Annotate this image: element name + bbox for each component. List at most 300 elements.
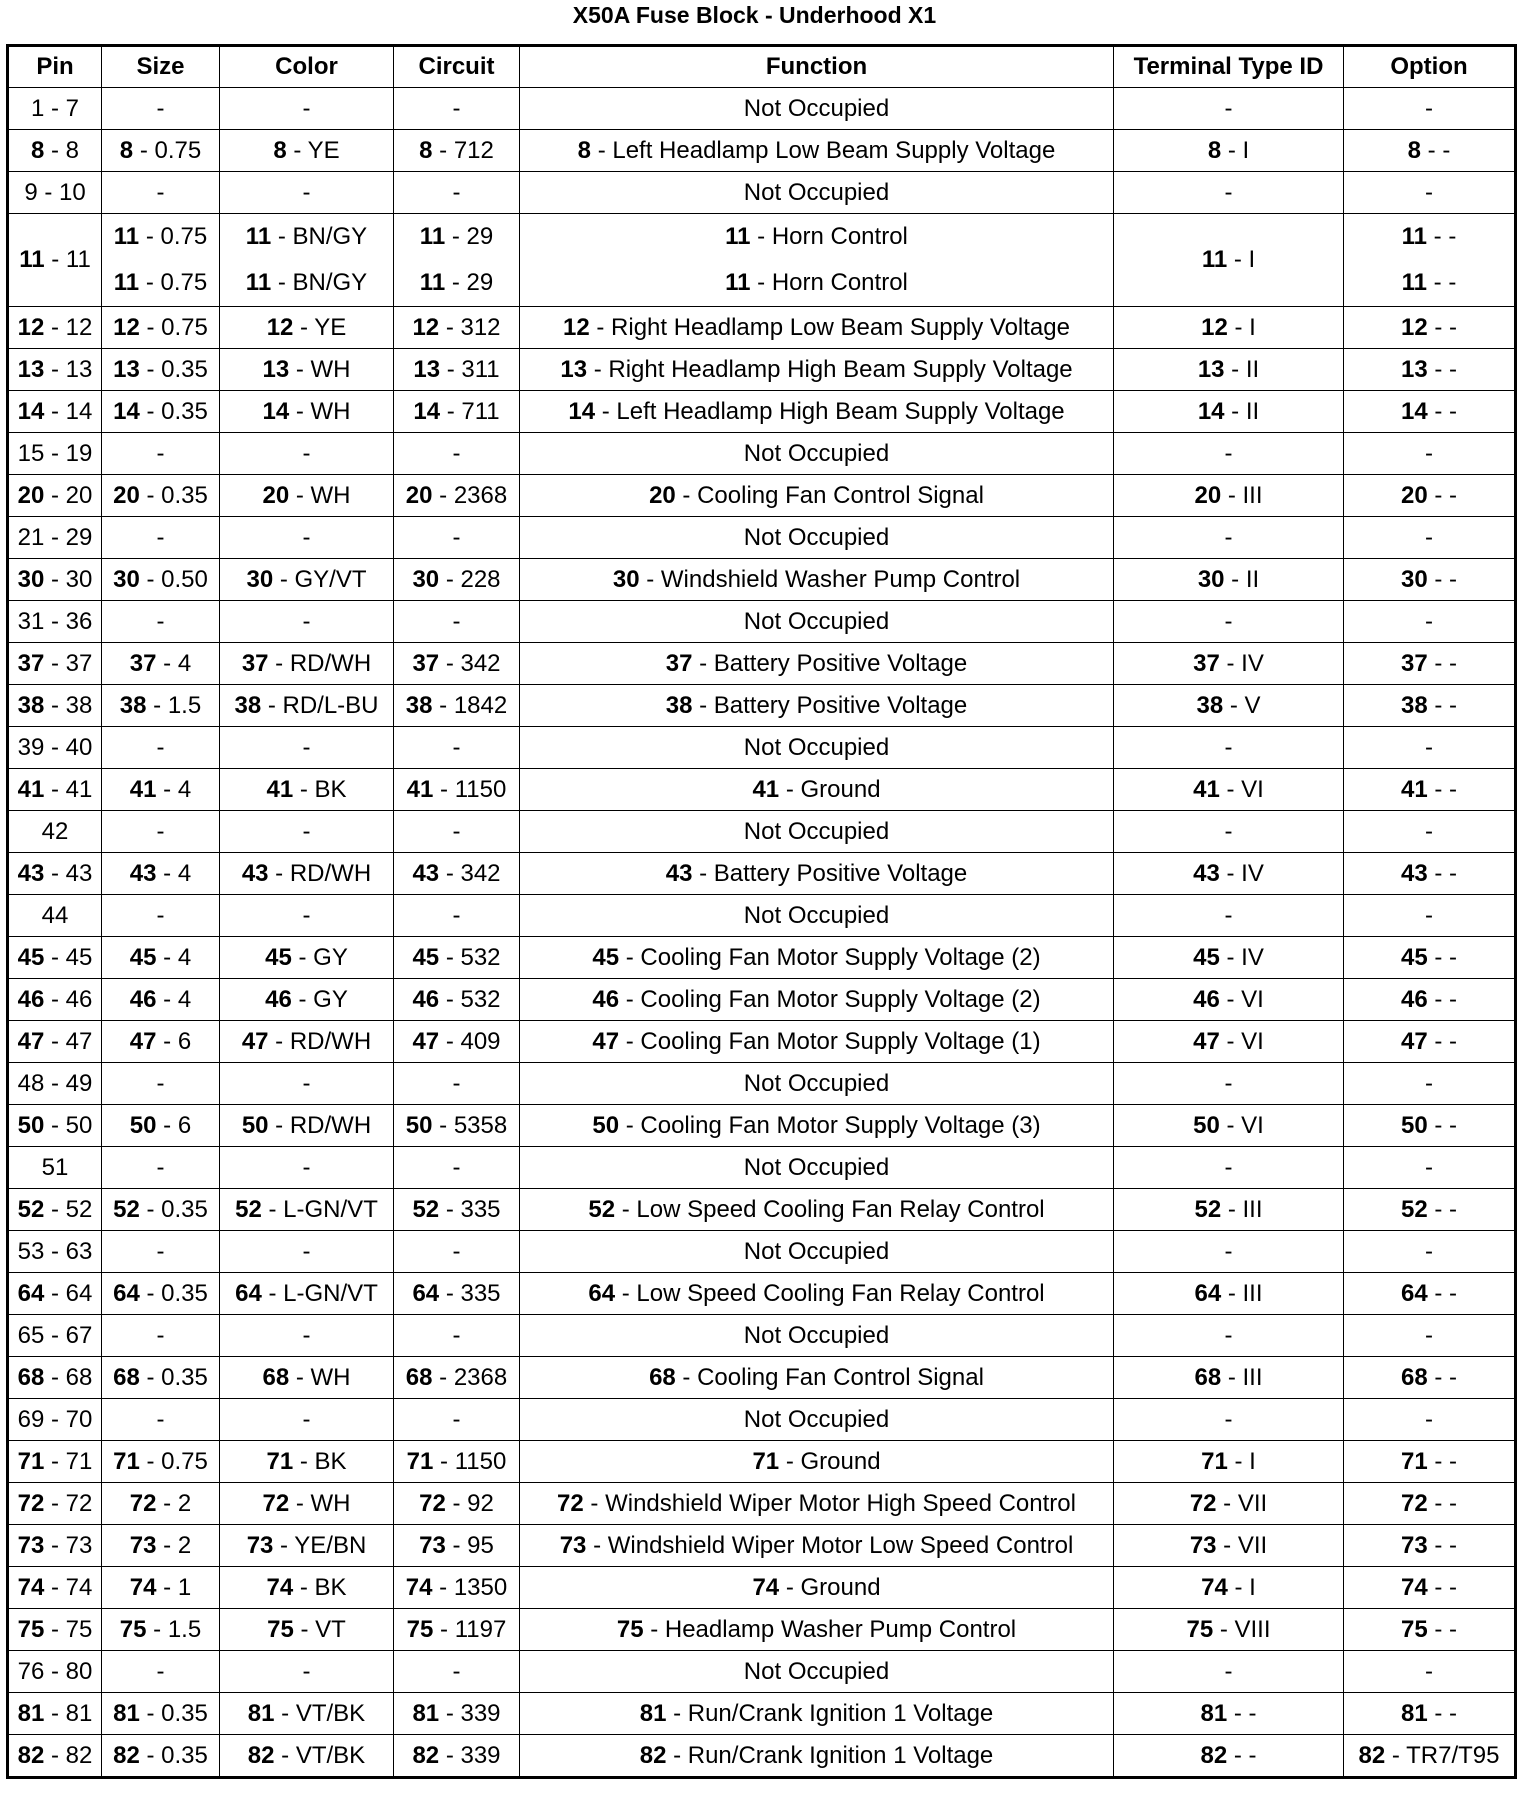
cell-terminal [1114, 1609, 1344, 1651]
cell-index: 82 [639, 1741, 667, 1769]
cell-text: - - [1427, 355, 1458, 383]
cell-index: 72 [1400, 1489, 1428, 1517]
cell-text: - [1425, 901, 1433, 929]
table-row [8, 349, 1516, 391]
cell-index: 41 [752, 775, 780, 803]
cell-text: Not Occupied [743, 439, 890, 467]
cell-size [102, 1063, 220, 1105]
table-row [8, 1063, 1516, 1105]
cell-text: - 37 [44, 649, 93, 677]
cell-text: - - [1427, 859, 1458, 887]
table-row [8, 853, 1516, 895]
cell-text: - - [1427, 1615, 1458, 1643]
cell-index: 12 [412, 313, 440, 341]
cell-circuit [394, 937, 520, 979]
cell-text: - II [1224, 397, 1260, 425]
cell-option [1344, 475, 1516, 517]
cell-index: 68 [405, 1363, 433, 1391]
cell-color [220, 769, 394, 811]
cell-index: 45 [265, 943, 292, 971]
table-row [8, 1399, 1516, 1441]
cell-text: - 38 [44, 691, 93, 719]
cell-color [220, 1273, 394, 1315]
cell-text: - WH [289, 1489, 351, 1517]
cell-index: 43 [17, 859, 45, 887]
cell-function [520, 727, 1114, 769]
cell-color [220, 517, 394, 559]
cell-function [520, 214, 1114, 307]
cell-text: - Windshield Wiper Motor Low Speed Control [586, 1531, 1074, 1559]
cell-text: - [452, 1153, 461, 1181]
cell-text: - [1224, 1321, 1233, 1349]
cell-terminal [1114, 1315, 1344, 1357]
cell-index: 68 [113, 1363, 140, 1391]
cell-pin [8, 130, 102, 172]
cell-index: 45 [1193, 943, 1220, 971]
cell-text: - [302, 733, 311, 761]
table-row [8, 1357, 1516, 1399]
cell-size [102, 130, 220, 172]
cell-index: 14 [17, 397, 45, 425]
cell-text: - VIII [1213, 1615, 1271, 1643]
cell-circuit [394, 475, 520, 517]
cell-text: Not Occupied [743, 1657, 890, 1685]
cell-text: - 0.35 [139, 1279, 208, 1307]
table-row [8, 391, 1516, 433]
cell-size [102, 811, 220, 853]
cell-index: 13 [413, 355, 441, 383]
cell-text: - 81 [44, 1699, 93, 1727]
cell-text: - Headlamp Washer Pump Control [643, 1615, 1017, 1643]
cell-text: - [302, 1237, 311, 1265]
cell-index: 11 [1401, 269, 1428, 296]
cell-index: 14 [262, 397, 290, 425]
cell-color [220, 88, 394, 130]
cell-text: - 14 [44, 397, 93, 425]
cell-index: 71 [1201, 1447, 1228, 1475]
cell-size [102, 1483, 220, 1525]
cell-color [220, 1609, 394, 1651]
cell-text: Not Occupied [743, 94, 890, 122]
cell-index: 43 [665, 859, 693, 887]
cell-option [1344, 979, 1516, 1021]
cell-index: 75 [1186, 1615, 1214, 1643]
cell-pin [8, 1567, 102, 1609]
cell-circuit [394, 1273, 520, 1315]
cell-text: - BN/GY [271, 269, 368, 296]
table-row [8, 1273, 1516, 1315]
cell-terminal [1114, 601, 1344, 643]
cell-circuit [394, 685, 520, 727]
cell-text: - Low Speed Cooling Fan Relay Control [615, 1195, 1045, 1223]
cell-text: - - [1427, 1573, 1458, 1601]
cell-index: 81 [1200, 1699, 1228, 1727]
cell-index: 37 [17, 649, 45, 677]
cell-option [1344, 895, 1516, 937]
cell-index: 45 [592, 943, 620, 971]
cell-option [1344, 1315, 1516, 1357]
cell-text: - III [1221, 481, 1263, 509]
cell-index: 46 [412, 985, 440, 1013]
cell-index: 50 [129, 1111, 157, 1139]
cell-index: 74 [129, 1573, 157, 1601]
cell-pin [8, 685, 102, 727]
cell-text: - [1224, 523, 1233, 551]
cell-text: - Left Headlamp Low Beam Supply Voltage [591, 136, 1056, 164]
cell-color [220, 559, 394, 601]
cell-text: - 95 [445, 1531, 494, 1559]
cell-size [102, 853, 220, 895]
cell-text: - 75 [44, 1615, 93, 1643]
cell-text: - GY [291, 985, 348, 1013]
cell-size [102, 517, 220, 559]
cell-option [1344, 1021, 1516, 1063]
cell-color [220, 1567, 394, 1609]
cell-text: - 335 [439, 1195, 501, 1223]
cell-text: - - [1427, 1699, 1458, 1727]
cell-index: 43 [1193, 859, 1220, 887]
cell-text: - [302, 1657, 311, 1685]
cell-text: 15 - 19 [17, 439, 93, 467]
cell-index: 82 [1200, 1741, 1228, 1769]
cell-index: 46 [265, 985, 292, 1013]
cell-index: 74 [1201, 1573, 1228, 1601]
cell-text: - III [1221, 1363, 1263, 1391]
cell-text: - [302, 1069, 311, 1097]
cell-function [520, 1315, 1114, 1357]
cell-size [102, 1021, 220, 1063]
cell-text: - [302, 607, 311, 635]
table-row [8, 307, 1516, 349]
cell-size [102, 727, 220, 769]
cell-index: 73 [246, 1531, 274, 1559]
cell-index: 82 [247, 1741, 275, 1769]
cell-text: - II [1224, 565, 1260, 593]
cell-index: 68 [17, 1363, 45, 1391]
cell-index: 30 [1197, 565, 1225, 593]
cell-text: - [452, 1405, 461, 1433]
cell-terminal [1114, 391, 1344, 433]
cell-function [520, 601, 1114, 643]
cell-index: 68 [1194, 1363, 1222, 1391]
cell-option [1344, 601, 1516, 643]
cell-text: - [302, 94, 311, 122]
cell-text: - [156, 733, 165, 761]
table-row [8, 1525, 1516, 1567]
cell-text: - [1224, 901, 1233, 929]
cell-text: Not Occupied [743, 733, 890, 761]
cell-text: Not Occupied [743, 1405, 890, 1433]
cell-text: - [156, 1405, 165, 1433]
cell-color [220, 214, 394, 307]
cell-text: - 73 [44, 1531, 93, 1559]
cell-index: 38 [17, 691, 45, 719]
cell-color [220, 853, 394, 895]
cell-text: - [302, 1321, 311, 1349]
cell-index: 45 [412, 943, 440, 971]
cell-text: - [1425, 1069, 1433, 1097]
cell-text: - - [1427, 943, 1458, 971]
cell-circuit [394, 1063, 520, 1105]
cell-size [102, 1147, 220, 1189]
cell-text: - Cooling Fan Motor Supply Voltage (3) [619, 1111, 1041, 1139]
cell-index: 75 [616, 1615, 644, 1643]
cell-function [520, 1651, 1114, 1693]
cell-color [220, 1189, 394, 1231]
cell-option [1344, 1483, 1516, 1525]
cell-option [1344, 1063, 1516, 1105]
cell-index: 75 [119, 1615, 147, 1643]
cell-index: 11 [725, 223, 751, 250]
cell-option [1344, 1693, 1516, 1735]
cell-line [524, 214, 1109, 260]
cell-text: - [302, 1153, 311, 1181]
cell-text: - 2368 [432, 481, 508, 509]
cell-index: 8 [1407, 136, 1422, 164]
cell-text: - 0.75 [139, 1447, 208, 1475]
cell-index: 37 [1400, 649, 1428, 677]
cell-text: - [1224, 1153, 1233, 1181]
cell-line [398, 214, 515, 260]
cell-text: - 342 [439, 859, 501, 887]
cell-index: 11 [113, 269, 140, 296]
cell-circuit [394, 559, 520, 601]
cell-text: - 312 [439, 313, 501, 341]
cell-circuit [394, 1021, 520, 1063]
cell-text: Not Occupied [743, 178, 890, 206]
cell-text: - 30 [44, 565, 93, 593]
cell-index: 45 [17, 943, 45, 971]
cell-text: - 409 [439, 1027, 501, 1055]
table-row [8, 172, 1516, 214]
cell-index: 8 [119, 136, 134, 164]
cell-text: - 2 [156, 1489, 192, 1517]
cell-index: 20 [649, 481, 676, 509]
cell-index: 12 [17, 313, 45, 341]
cell-index: 81 [113, 1699, 140, 1727]
cell-color [220, 1231, 394, 1273]
cell-text: - 1150 [433, 1447, 507, 1475]
cell-index: 52 [412, 1195, 440, 1223]
cell-text: - [156, 439, 165, 467]
cell-circuit [394, 1735, 520, 1778]
cell-text: - [156, 1321, 165, 1349]
cell-color [220, 1483, 394, 1525]
cell-index: 82 [412, 1741, 440, 1769]
cell-index: 41 [1400, 775, 1428, 803]
cell-index: 71 [752, 1447, 780, 1475]
cell-text: - VT [293, 1615, 346, 1643]
cell-text: - 4 [156, 985, 192, 1013]
cell-size [102, 391, 220, 433]
table-row [8, 214, 1516, 307]
cell-index: 20 [113, 481, 140, 509]
cell-index: 41 [266, 775, 294, 803]
cell-text: - - [1427, 313, 1458, 341]
cell-option [1344, 1399, 1516, 1441]
cell-option [1344, 1189, 1516, 1231]
cell-color [220, 433, 394, 475]
cell-index: 11 [113, 223, 140, 250]
cell-text: - - [1427, 1111, 1458, 1139]
cell-function [520, 1441, 1114, 1483]
cell-color [220, 685, 394, 727]
cell-color [220, 1105, 394, 1147]
cell-text: - 6 [156, 1111, 192, 1139]
table-row [8, 88, 1516, 130]
cell-color [220, 601, 394, 643]
cell-text: - [302, 439, 311, 467]
cell-pin [8, 937, 102, 979]
cell-option [1344, 88, 1516, 130]
cell-pin [8, 1147, 102, 1189]
cell-function [520, 895, 1114, 937]
cell-size [102, 1735, 220, 1778]
cell-index: 13 [1197, 355, 1225, 383]
cell-index: 46 [592, 985, 620, 1013]
cell-index: 68 [262, 1363, 290, 1391]
cell-text: - 20 [44, 481, 93, 509]
cell-index: 37 [665, 649, 693, 677]
cell-text: - - [1427, 481, 1458, 509]
cell-text: - 74 [44, 1573, 93, 1601]
cell-pin [8, 433, 102, 475]
cell-index: 72 [17, 1489, 45, 1517]
cell-text: - [1224, 733, 1233, 761]
cell-option [1344, 769, 1516, 811]
cell-text: - Low Speed Cooling Fan Relay Control [615, 1279, 1045, 1307]
table-body [8, 88, 1516, 1778]
cell-size [102, 1441, 220, 1483]
cell-terminal [1114, 727, 1344, 769]
cell-size [102, 1231, 220, 1273]
cell-index: 73 [1189, 1531, 1217, 1559]
cell-index: 43 [129, 859, 157, 887]
cell-text: - [452, 1069, 461, 1097]
cell-text: - 72 [44, 1489, 93, 1517]
cell-terminal [1114, 349, 1344, 391]
cell-text: - [302, 817, 311, 845]
table-row [8, 1105, 1516, 1147]
cell-text: - TR7/T95 [1385, 1741, 1500, 1769]
cell-text: 69 - 70 [17, 1405, 93, 1433]
cell-option [1344, 349, 1516, 391]
cell-pin [8, 1357, 102, 1399]
cell-index: 8 [419, 136, 433, 164]
cell-terminal [1114, 979, 1344, 1021]
cell-color [220, 979, 394, 1021]
cell-index: 38 [1196, 691, 1224, 719]
cell-function [520, 391, 1114, 433]
cell-text: - 712 [432, 136, 494, 164]
cell-text: - 0.75 [139, 223, 208, 250]
cell-option [1344, 853, 1516, 895]
table-row [8, 433, 1516, 475]
cell-text: - III [1221, 1279, 1263, 1307]
cell-text: - [1224, 94, 1233, 122]
cell-text: - Battery Positive Voltage [692, 859, 968, 887]
cell-index: 46 [1400, 985, 1428, 1013]
cell-terminal [1114, 517, 1344, 559]
cell-pin [8, 1693, 102, 1735]
cell-index: 75 [267, 1615, 294, 1643]
table-row [8, 601, 1516, 643]
cell-text: - IV [1219, 649, 1264, 677]
cell-text: - [1224, 607, 1233, 635]
cell-size [102, 1567, 220, 1609]
cell-index: 68 [649, 1363, 676, 1391]
cell-option [1344, 1609, 1516, 1651]
cell-text: - 6 [156, 1027, 192, 1055]
cell-terminal [1114, 1735, 1344, 1778]
cell-text: Not Occupied [743, 1069, 890, 1097]
cell-pin [8, 601, 102, 643]
cell-text: - [156, 1069, 165, 1097]
cell-function [520, 937, 1114, 979]
cell-size [102, 769, 220, 811]
cell-text: - Ground [779, 775, 881, 803]
cell-pin [8, 1399, 102, 1441]
cell-text: - I [1227, 1573, 1256, 1601]
cell-option [1344, 1567, 1516, 1609]
cell-color [220, 475, 394, 517]
cell-index: 71 [113, 1447, 140, 1475]
cell-index: 73 [419, 1531, 446, 1559]
cell-text: - 0.35 [139, 1195, 208, 1223]
cell-text: - [302, 178, 311, 206]
cell-text: - Run/Crank Ignition 1 Voltage [666, 1699, 994, 1727]
cell-index: 72 [129, 1489, 157, 1517]
header-pin: Pin [8, 46, 102, 88]
cell-terminal [1114, 307, 1344, 349]
cell-text: - VI [1219, 775, 1264, 803]
cell-index: 73 [1400, 1531, 1428, 1559]
cell-text: - Run/Crank Ignition 1 Voltage [666, 1741, 994, 1769]
cell-pin [8, 349, 102, 391]
cell-terminal [1114, 937, 1344, 979]
cell-text: - [1425, 1405, 1433, 1433]
cell-circuit [394, 1231, 520, 1273]
cell-index: 64 [113, 1279, 140, 1307]
cell-size [102, 1189, 220, 1231]
header-terminal-type-id: Terminal Type ID [1114, 46, 1344, 88]
cell-option [1344, 1273, 1516, 1315]
cell-text: - Cooling Fan Motor Supply Voltage (2) [619, 943, 1041, 971]
cell-index: 52 [1194, 1195, 1222, 1223]
cell-text: - 0.35 [139, 1741, 208, 1769]
cell-size [102, 643, 220, 685]
cell-index: 13 [17, 355, 45, 383]
cell-color [220, 391, 394, 433]
table-row [8, 1567, 1516, 1609]
cell-text: 31 - 36 [17, 607, 93, 635]
cell-index: 20 [17, 481, 45, 509]
cell-text: - VI [1219, 985, 1264, 1013]
cell-option [1344, 1231, 1516, 1273]
cell-index: 81 [412, 1699, 440, 1727]
cell-text: - [452, 1321, 461, 1349]
cell-text: - 29 [445, 269, 494, 296]
cell-text: - - [1427, 1489, 1458, 1517]
cell-function [520, 1273, 1114, 1315]
cell-pin [8, 853, 102, 895]
cell-terminal [1114, 1357, 1344, 1399]
cell-circuit [394, 643, 520, 685]
cell-function [520, 1231, 1114, 1273]
cell-text: - 13 [44, 355, 93, 383]
cell-function [520, 1399, 1114, 1441]
cell-index: 11 [419, 269, 446, 296]
